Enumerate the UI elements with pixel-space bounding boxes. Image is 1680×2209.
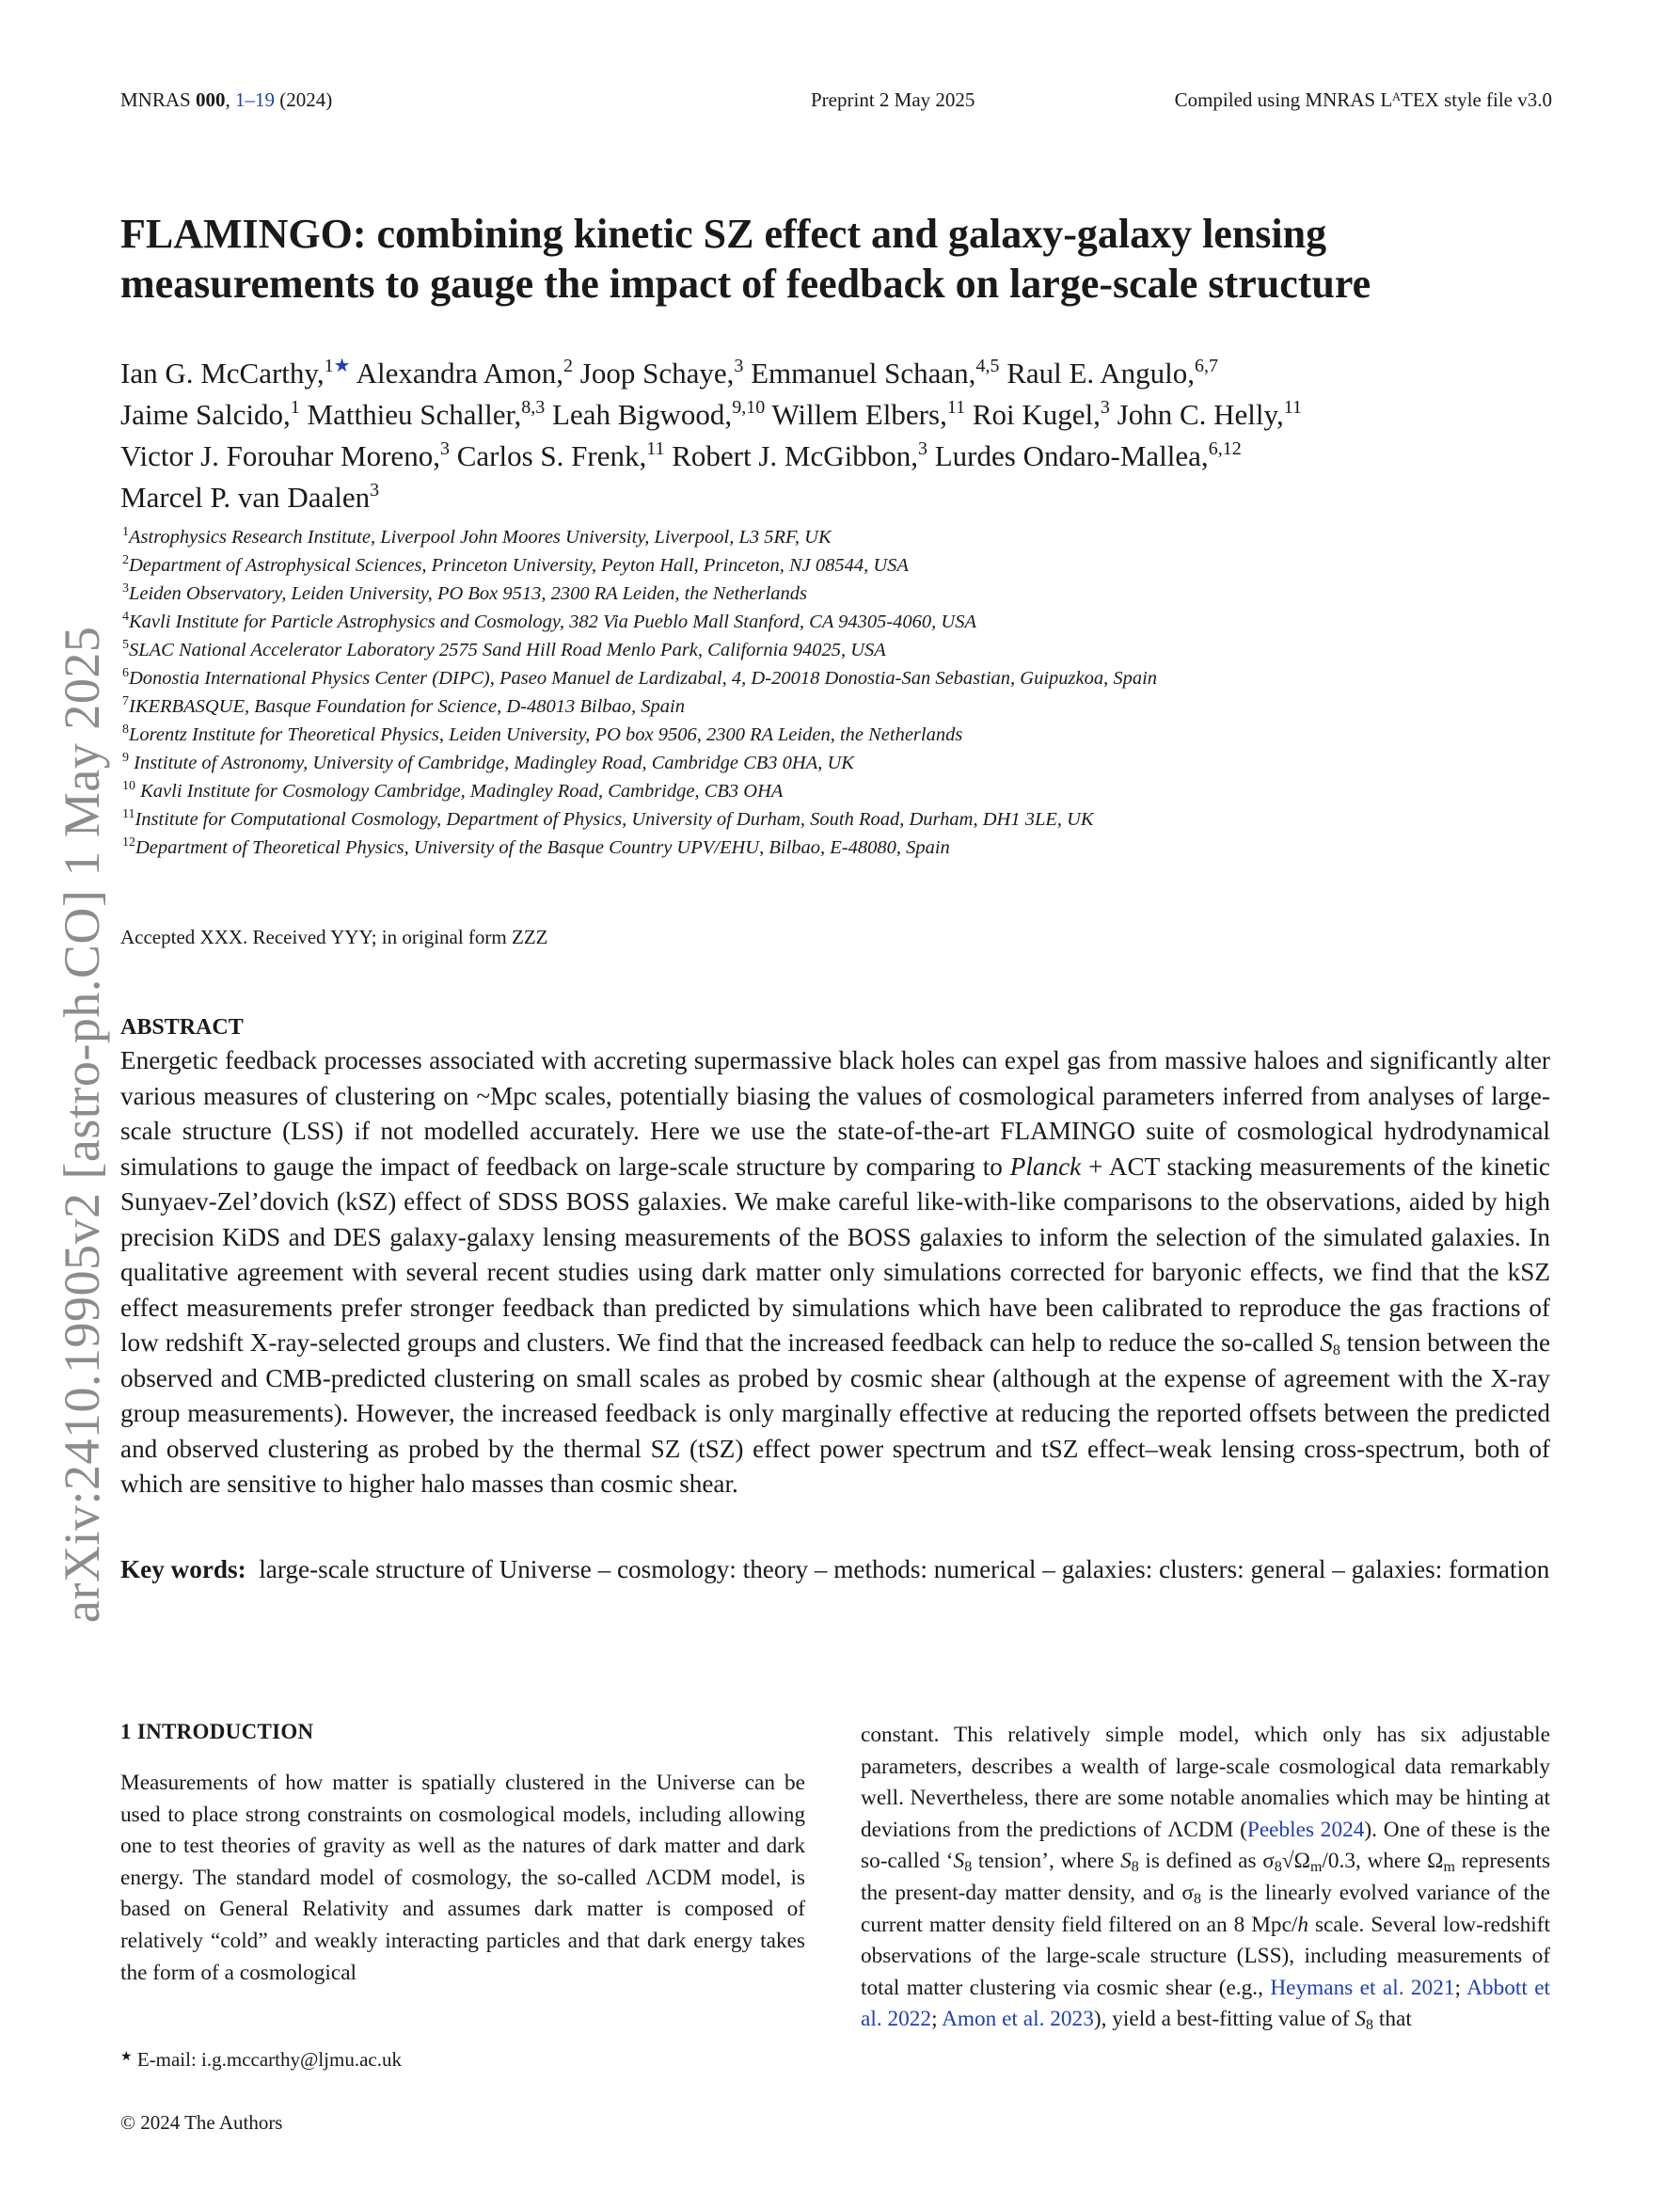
affiliation-text: IKERBASQUE, Basque Foundation for Science, D-48013 Bilbao, Spain	[129, 696, 685, 717]
author-affiliation-mark: 11	[646, 438, 665, 459]
affiliation-number: 5	[122, 638, 129, 652]
affiliation-item	[122, 749, 1590, 777]
author-affiliation-mark: 3	[917, 438, 927, 459]
abstract-heading: ABSTRACT	[120, 1015, 244, 1040]
affiliation-number: 6	[122, 666, 129, 680]
abstract-text: Energetic feedback processes associated with accreting supermassive black holes can expel gas from massive haloes and significantly alter various measures of clustering on ~Mpc scales, potentially biasing the values of cosmological parameters inferred from analyses of large-scale structure (LSS) if not modelled accurately. Here we use the state-of-the-art FLAMINGO suite of cosmological hydrodynamical simulations to gauge the impact of feedback on large-scale structure by comparing to Planck + ACT stacking measurements of the kinetic Sunyaev-Zel’dovich (kSZ) effect of SDSS BOSS galaxies. We make careful like-with-like comparisons to the observations, aided by high precision KiDS and DES galaxy-galaxy lensing measurements of the BOSS galaxies to inform the selection of the simulated galaxies. In qualitative agreement with several recent studies using dark matter only simulations corrected for baryonic effects, we find that the kSZ effect measurements prefer stronger feedback than predicted by simulations which have been calibrated to reproduce the gas fractions of low redshift X-ray-selected groups and clusters. We find that the increased feedback can help to reduce the so-called $S_8$ tension between the observed and CMB-predicted clustering on small scales as probed by cosmic shear (although at the expense of agreement with the X-ray group measurements). However, the increased feedback is only marginally effective at reducing the reported offsets between the predicted and observed clustering as probed by the thermal SZ (tSZ) effect power spectrum and tSZ effect–weak lensing cross-spectrum, both of which are sensitive to higher halo masses than cosmic shear.	[120, 1046, 1551, 1498]
author-name: Leah Bigwood,	[552, 398, 733, 431]
author-name: Matthieu Schaller,	[307, 398, 522, 431]
author-name: Alexandra Amon,	[356, 357, 564, 389]
author-affiliation-mark: 3	[370, 480, 380, 501]
affiliation-number: 7	[122, 694, 129, 708]
footnote-email: ★ E-mail: i.g.mccarthy@ljmu.ac.uk	[120, 2048, 402, 2071]
compiled-note: Compiled using MNRAS LᴬTEX style file v3.0	[1174, 88, 1552, 111]
author-affiliation-mark: 11	[1283, 397, 1303, 418]
author-name: Raul E. Angulo,	[1006, 357, 1195, 389]
affiliation-item	[122, 721, 1590, 749]
author-affiliation-mark: 4,5	[975, 356, 1000, 376]
keywords-label: Key words:	[120, 1555, 246, 1583]
citation-abbott[interactable]: Abbott et al. 2022	[861, 1975, 1551, 2032]
affiliation-number: 4	[122, 610, 129, 624]
author-list	[120, 353, 1588, 518]
affiliation-text: SLAC National Accelerator Laboratory 2575 Sand Hill Road Menlo Park, California 94025, USA	[129, 640, 886, 660]
keywords	[120, 1552, 1550, 1588]
citation-peebles[interactable]: Peebles 2024	[1246, 1817, 1365, 1842]
paper-title: FLAMINGO: combining kinetic SZ effect and galaxy-galaxy lensing measurements to gauge the impact of feedback on large-scale structure	[120, 211, 1371, 307]
affiliation-text: Donostia International Physics Center (DIPC), Paseo Manuel de Lardizabal, 4, D-20018 Donostia-San Sebastian, Guipuzkoa, Spain	[129, 668, 1158, 689]
affiliation-item	[122, 834, 1590, 862]
author-affiliation-mark: 11	[946, 397, 966, 418]
affiliation-item	[122, 608, 1590, 636]
author-name: Roi Kugel,	[972, 398, 1101, 431]
author-affiliation-mark: 6,12	[1208, 438, 1242, 459]
affiliation-text: Lorentz Institute for Theoretical Physics, Leiden University, PO box 9506, 2300 RA Leiden, the Netherlands	[129, 724, 963, 745]
affiliation-number: 8	[122, 723, 129, 737]
author-affiliation-mark: 8,3	[521, 397, 546, 418]
intro-right-column: constant. This relatively simple model, which only has six adjustable parameters, describes a wealth of large-scale cosmological data remarkably well. Nevertheless, there are some notable anomalies which may be hinting at deviations from the predictions of ΛCDM (Peebles 2024). One of these is the so-called ‘$S_8$ tension’, where $S_8$ is defined as $\sigma_8√\Omega_m/0.3$, where $\Omega_m$ represents the present-day matter density, and $\sigma_8$ is the linearly evolved variance of the current matter density field filtered on an 8 Mpc/h scale. Several low-redshift observations of the large-scale structure (LSS), including measurements of total matter clustering via cosmic shear (e.g., Heymans et al. 2021; Abbott et al. 2022; Amon et al. 2023), yield a best-fitting value of $S_8$ that	[861, 1723, 1551, 2034]
running-head-journal: MNRAS 000, 1–19 (2024)	[120, 88, 333, 111]
author-affiliation-mark: 2	[563, 356, 574, 376]
citation-amon[interactable]: Amon et al. 2023	[942, 2007, 1094, 2032]
affiliation-item	[122, 523, 1590, 551]
affiliation-number: 3	[122, 581, 129, 596]
corresponding-author-star[interactable]: ★	[333, 356, 351, 376]
author-affiliation-mark: 3	[1100, 397, 1110, 418]
author-name: Robert J. McGibbon,	[672, 439, 918, 472]
pages-link[interactable]: 1–19	[234, 88, 275, 111]
affiliation-text: Department of Astrophysical Sciences, Princeton University, Peyton Hall, Princeton, NJ 08544, USA	[129, 555, 909, 576]
affiliation-text: Kavli Institute for Particle Astrophysics and Cosmology, 382 Via Pueblo Mall Stanford, CA 94305-4060, USA	[129, 612, 977, 632]
author-name: Emmanuel Schaan,	[751, 357, 976, 389]
affiliation-item	[122, 636, 1590, 664]
affiliation-number: 10	[122, 779, 135, 793]
affiliation-item	[122, 777, 1590, 805]
author-name: John C. Helly,	[1117, 398, 1284, 431]
copyright: © 2024 The Authors	[120, 2111, 283, 2134]
affiliation-text: Astrophysics Research Institute, Liverpool John Moores University, Liverpool, L3 5RF, UK	[129, 527, 832, 548]
accepted-line: Accepted XXX. Received YYY; in original form ZZZ	[120, 926, 548, 948]
author-name: Marcel P. van Daalen	[120, 481, 371, 514]
author-affiliation-mark: 1	[324, 356, 334, 376]
author-name: Willem Elbers,	[771, 398, 947, 431]
affiliation-number: 9	[122, 751, 129, 765]
affiliation-number: 1	[122, 525, 129, 539]
author-name: Jaime Salcido,	[120, 398, 291, 431]
author-name: Carlos S. Frenk,	[456, 439, 647, 472]
section-heading-introduction: 1 INTRODUCTION	[120, 1720, 314, 1743]
author-name: Ian G. McCarthy,	[120, 357, 325, 389]
affiliation-item	[122, 551, 1590, 580]
author-affiliation-mark: 3	[734, 356, 744, 376]
affiliation-text: Department of Theoretical Physics, University of the Basque Country UPV/EHU, Bilbao, E-48080, Spain	[135, 837, 950, 858]
affiliation-text: Institute of Astronomy, University of Cambridge, Madingley Road, Cambridge CB3 0HA, UK	[129, 753, 854, 773]
affiliation-item	[122, 580, 1590, 608]
author-name: Joop Schaye,	[579, 357, 735, 389]
affiliation-number: 11	[122, 807, 135, 821]
affiliation-text: Kavli Institute for Cosmology Cambridge, Madingley Road, Cambridge, CB3 OHA	[135, 781, 784, 802]
affiliation-item	[122, 664, 1590, 692]
arxiv-stamp[interactable]: arXiv:2410.19905v2 [astro-ph.CO] 1 May 2025	[54, 626, 110, 1623]
citation-heymans[interactable]: Heymans et al. 2021	[1270, 1975, 1455, 2000]
author-affiliation-mark: 9,10	[732, 397, 766, 418]
affiliation-item	[122, 692, 1590, 721]
affiliation-list	[122, 523, 1590, 862]
author-affiliation-mark: 3	[439, 438, 450, 459]
preprint-date: Preprint 2 May 2025	[811, 88, 975, 111]
affiliation-number: 12	[122, 835, 135, 850]
affiliation-number: 2	[122, 553, 129, 567]
author-affiliation-mark: 6,7	[1194, 356, 1218, 376]
author-name: Victor J. Forouhar Moreno,	[120, 439, 440, 472]
author-name: Lurdes Ondaro-Mallea,	[934, 439, 1209, 472]
keywords-text: large-scale structure of Universe – cosmology: theory – methods: numerical – galaxies: clusters: general – galaxies: formation	[259, 1555, 1550, 1583]
affiliation-text: Institute for Computational Cosmology, Department of Physics, University of Durham, South Road, Durham, DH1 3LE, UK	[135, 809, 1094, 830]
affiliation-item	[122, 805, 1590, 834]
author-affiliation-mark: 1	[290, 397, 300, 418]
intro-left-column: Measurements of how matter is spatially clustered in the Universe can be used to place strong constraints on cosmological models, including allowing one to test theories of gravity as well as the natures of dark matter and dark energy. The standard model of cosmology, the so-called ΛCDM model, is based on General Relativity and assumes dark matter is composed of relatively “cold” and weakly interacting particles and that dark energy takes the form of a cosmological	[120, 1771, 805, 1985]
affiliation-text: Leiden Observatory, Leiden University, PO Box 9513, 2300 RA Leiden, the Netherlands	[129, 583, 808, 604]
